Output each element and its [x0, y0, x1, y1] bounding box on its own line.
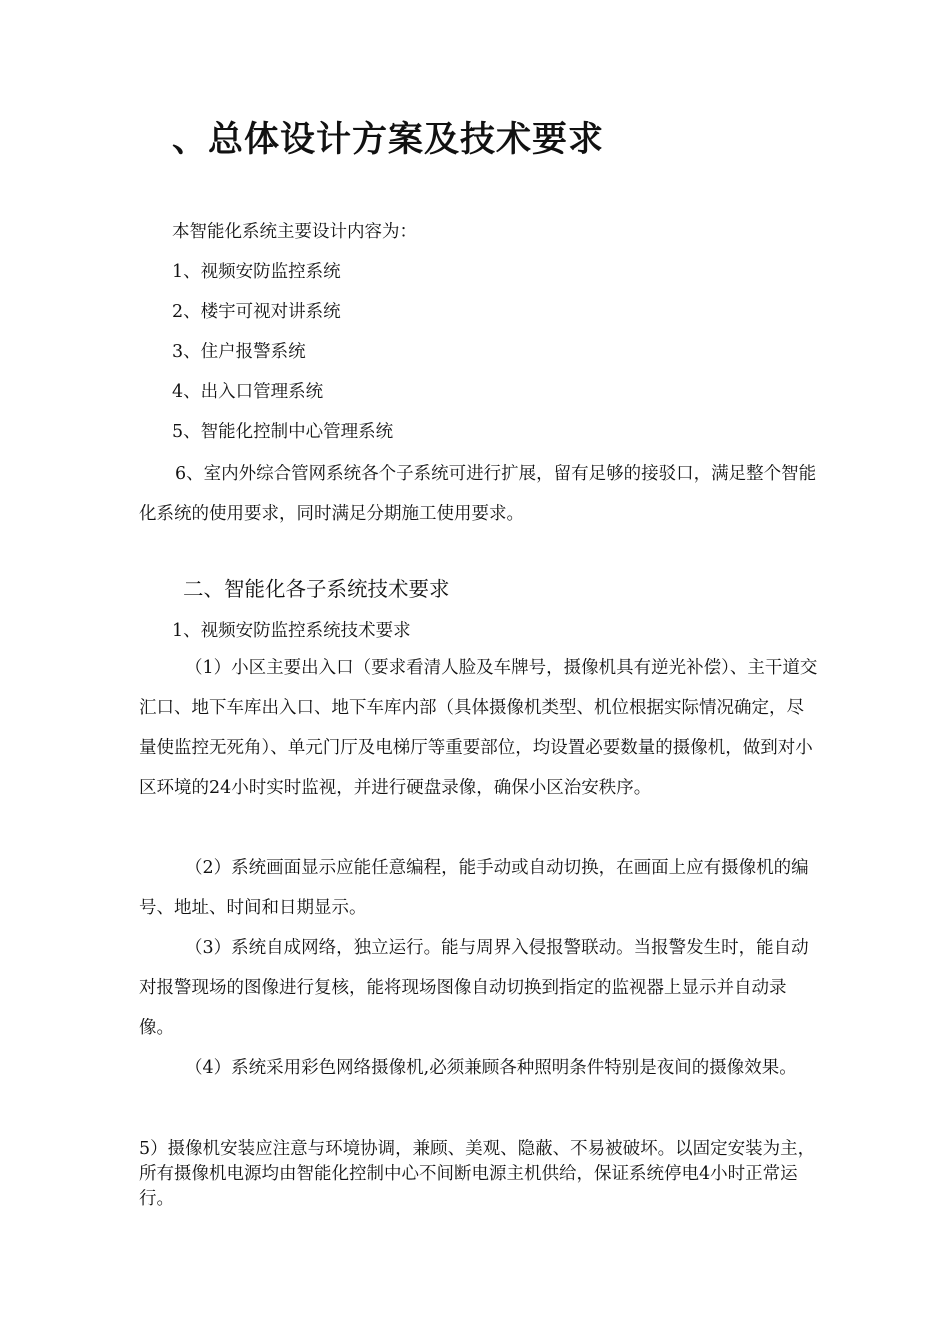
requirement-paragraph-1: （1）小区主要出入口（要求看清人脸及车牌号，摄像机具有逆光补偿）、主干道交汇口、地下车库出入口、地下车库内部（具体摄像机类型、机位根据实际情况确定，尽量使监控无死角）、单元门厅及电梯厅等重要部位，均设置必要数量的摄像机，做到对小区环境的24小时实时监视，并进行硬盘录像，确保小区治安秩序。: [139, 658, 818, 798]
system-item-3: 3、住户报警系统: [172, 342, 306, 362]
system-item-1: 1、视频安防监控系统: [172, 262, 341, 282]
requirement-paragraph-2: （2）系统画面显示应能任意编程，能手动或自动切换，在画面上应有摄像机的编号、地址、时间和日期显示。: [139, 858, 809, 918]
system-item-4: 4、出入口管理系统: [172, 382, 324, 402]
intro-text: 本智能化系统主要设计内容为：: [172, 222, 417, 242]
document-title: 、总体设计方案及技术要求: [172, 119, 605, 160]
system-item-5: 5、智能化控制中心管理系统: [172, 422, 394, 442]
requirement-paragraph-5: 5）摄像机安装应注意与环境协调，兼顾、美观、隐蔽、不易被破坏。以固定安装为主，所有摄像机电源均由智能化控制中心不间断电源主机供给，保证系统停电4小时正常运行。: [139, 1139, 816, 1209]
subsection-heading: 1、视频安防监控系统技术要求: [172, 621, 411, 641]
requirement-paragraph-3: （3）系统自成网络，独立运行。能与周界入侵报警联动。当报警发生时，能自动对报警现场的图像进行复核，能将现场图像自动切换到指定的监视器上显示并自动录像。: [139, 938, 809, 1038]
requirement-paragraph-4: （4）系统采用彩色网络摄像机,必须兼顾各种照明条件特别是夜间的摄像效果。: [185, 1058, 797, 1078]
system-item-6: 6、室内外综合管网系统各个子系统可进行扩展，留有足够的接驳口，满足整个智能化系统的使用要求，同时满足分期施工使用要求。: [139, 464, 817, 524]
section-heading: 二、智能化各子系统技术要求: [183, 577, 450, 601]
system-item-2: 2、楼宇可视对讲系统: [172, 302, 341, 322]
